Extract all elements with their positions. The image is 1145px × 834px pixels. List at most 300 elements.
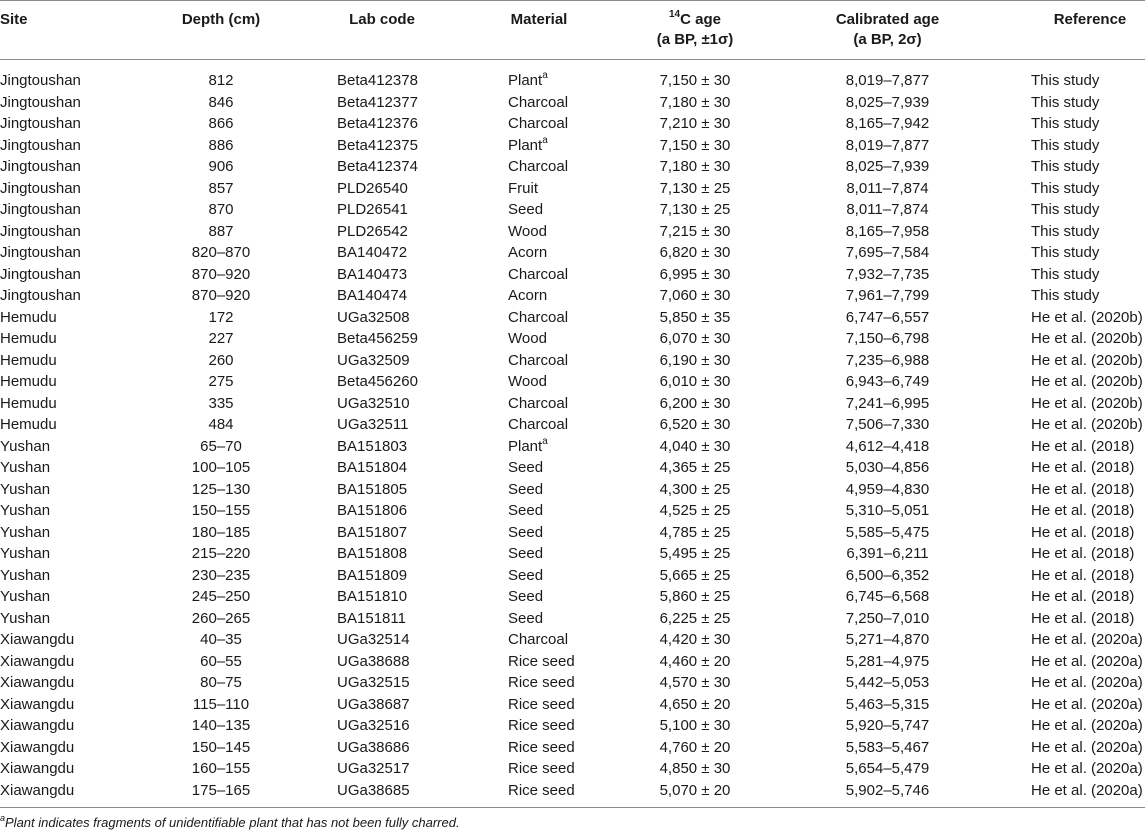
cell-calibrated-age-text: 7,961–7,799 xyxy=(845,287,930,304)
cell-reference xyxy=(1031,178,1099,200)
cell-site xyxy=(0,694,74,716)
header-lab-code: Lab code xyxy=(349,11,415,28)
cell-reference xyxy=(1031,242,1099,264)
cell-material-text: Rice seed xyxy=(508,781,575,799)
cell-material-text: Seed xyxy=(508,201,544,218)
cell-depth-text: 887 xyxy=(208,222,234,240)
cell-lab-code xyxy=(337,608,406,630)
cell-calibrated-age-text: 8,019–7,877 xyxy=(845,136,930,154)
cell-depth xyxy=(176,135,266,157)
cell-site xyxy=(0,737,74,759)
cell-c14-age-text: 6,200 ± 30 xyxy=(659,394,731,412)
cell-site-text: Jingtoushan xyxy=(0,179,81,197)
cell-calibrated-age xyxy=(815,113,960,135)
cell-material-text: Seed xyxy=(508,523,544,541)
cell-calibrated-age xyxy=(815,221,960,243)
cell-c14-age xyxy=(626,414,764,436)
cell-material xyxy=(508,350,568,372)
cell-calibrated-age xyxy=(815,479,960,501)
cell-calibrated-age xyxy=(815,543,960,565)
cell-lab-code-text: BA151803 xyxy=(337,437,408,455)
cell-c14-age xyxy=(626,307,764,329)
cell-material xyxy=(508,543,543,565)
cell-reference-text: He et al. (2020a) xyxy=(1031,631,1143,648)
table-row xyxy=(0,199,1145,221)
cell-site-text: Xiawangdu xyxy=(0,695,75,713)
cell-calibrated-age-text: 6,500–6,352 xyxy=(845,566,930,584)
cell-c14-age-text: 5,495 ± 25 xyxy=(659,545,731,562)
cell-depth-text: 886 xyxy=(208,136,234,154)
cell-reference xyxy=(1031,92,1099,114)
cell-site-text: Jingtoushan xyxy=(0,93,81,111)
cell-material xyxy=(508,135,548,157)
footnote-marker: a xyxy=(542,435,548,447)
cell-depth xyxy=(176,672,266,694)
cell-lab-code xyxy=(337,651,410,673)
cell-depth-text: 175–165 xyxy=(191,781,251,799)
cell-material-text: Plant xyxy=(508,72,543,89)
cell-material xyxy=(508,199,543,221)
cell-lab-code-text: BA151804 xyxy=(337,459,408,476)
cell-reference-text: This study xyxy=(1031,136,1100,154)
cell-site xyxy=(0,135,81,157)
cell-material-text: Charcoal xyxy=(508,115,569,132)
cell-lab-code xyxy=(337,629,410,651)
table-row xyxy=(0,350,1145,372)
cell-depth-text: 245–250 xyxy=(191,588,251,605)
cell-reference-text: He et al. (2020b) xyxy=(1031,416,1143,433)
cell-reference-text: He et al. (2018) xyxy=(1031,545,1135,562)
cell-site xyxy=(0,350,57,372)
cell-reference xyxy=(1031,715,1143,737)
cell-lab-code xyxy=(337,672,410,694)
cell-lab-code-text: UGa32511 xyxy=(337,416,409,433)
cell-reference-text: He et al. (2020a) xyxy=(1031,717,1143,734)
cell-reference xyxy=(1031,479,1134,501)
cell-reference xyxy=(1031,565,1134,587)
cell-c14-age-text: 6,190 ± 30 xyxy=(659,351,731,369)
cell-lab-code-text: BA151809 xyxy=(337,566,408,584)
cell-depth xyxy=(176,543,266,565)
cell-depth-text: 820–870 xyxy=(191,244,251,261)
cell-reference-text: He et al. (2020a) xyxy=(1031,781,1143,799)
cell-material xyxy=(508,629,568,651)
cell-calibrated-age xyxy=(815,242,960,264)
cell-depth-text: 335 xyxy=(208,394,234,412)
cell-site xyxy=(0,715,74,737)
cell-site xyxy=(0,264,81,286)
cell-reference-text: He et al. (2020a) xyxy=(1031,652,1143,670)
cell-material xyxy=(508,414,568,436)
cell-site-text: Hemudu xyxy=(0,351,57,369)
cell-calibrated-age xyxy=(815,199,960,221)
cell-site xyxy=(0,543,50,565)
header-material: Material xyxy=(510,11,568,28)
cell-depth xyxy=(176,113,266,135)
cell-site-text: Xiawangdu xyxy=(0,674,75,691)
cell-calibrated-age-text: 5,463–5,315 xyxy=(845,695,930,713)
cell-depth xyxy=(176,758,266,780)
cell-site xyxy=(0,608,50,630)
cell-site xyxy=(0,457,50,479)
cell-reference-text: He et al. (2020b) xyxy=(1031,351,1143,369)
cell-calibrated-age-text: 6,943–6,749 xyxy=(845,373,930,390)
cell-lab-code-text: UGa38687 xyxy=(337,695,410,713)
cell-lab-code xyxy=(337,479,407,501)
cell-reference xyxy=(1031,651,1143,673)
header-site: Site xyxy=(0,11,28,28)
cell-lab-code-text: UGa32509 xyxy=(337,351,410,369)
cell-lab-code xyxy=(337,457,407,479)
cell-material-text: Seed xyxy=(508,588,544,605)
cell-lab-code-text: BA151811 xyxy=(337,609,406,627)
cell-depth xyxy=(176,479,266,501)
cell-lab-code-text: BA140474 xyxy=(337,287,408,304)
table-footnote xyxy=(0,812,460,831)
cell-material-text: Rice seed xyxy=(508,760,575,777)
cell-reference-text: He et al. (2018) xyxy=(1031,480,1135,498)
cell-c14-age xyxy=(626,328,764,350)
cell-site xyxy=(0,672,74,694)
table-row xyxy=(0,694,1145,716)
cell-material xyxy=(508,758,575,780)
footnote-mark: a xyxy=(0,812,6,823)
cell-c14-age xyxy=(626,479,764,501)
cell-reference xyxy=(1031,156,1099,178)
cell-site-text: Yushan xyxy=(0,566,51,584)
header-c14-age xyxy=(626,10,764,50)
table-row xyxy=(0,92,1145,114)
cell-c14-age-text: 6,010 ± 30 xyxy=(659,373,731,390)
cell-site-text: Jingtoushan xyxy=(0,115,81,132)
cell-lab-code xyxy=(337,264,407,286)
cell-lab-code xyxy=(337,694,410,716)
cell-reference xyxy=(1031,328,1143,350)
table-row xyxy=(0,436,1145,458)
cell-c14-age xyxy=(626,565,764,587)
cell-calibrated-age-text: 5,920–5,747 xyxy=(845,717,930,734)
cell-lab-code xyxy=(337,715,410,737)
cell-reference-text: He et al. (2018) xyxy=(1031,588,1135,605)
cell-lab-code-text: PLD26542 xyxy=(337,222,408,240)
cell-depth-text: 484 xyxy=(208,416,234,433)
cell-reference-text: He et al. (2020a) xyxy=(1031,695,1143,713)
cell-material xyxy=(508,694,575,716)
cell-material-text: Charcoal xyxy=(508,351,569,369)
cell-lab-code-text: BA151810 xyxy=(337,588,408,605)
cell-site xyxy=(0,436,50,458)
cell-c14-age xyxy=(626,221,764,243)
cell-depth-text: 150–145 xyxy=(191,738,251,756)
cell-site-text: Xiawangdu xyxy=(0,652,75,670)
cell-calibrated-age-text: 8,019–7,877 xyxy=(845,72,930,89)
cell-c14-age xyxy=(626,608,764,630)
cell-material xyxy=(508,307,568,329)
cell-site-text: Hemudu xyxy=(0,330,57,347)
cell-c14-age xyxy=(626,758,764,780)
cell-reference xyxy=(1031,285,1099,307)
cell-lab-code-text: BA140472 xyxy=(337,244,408,261)
header-cal-line1: Calibrated age xyxy=(835,11,940,28)
cell-depth xyxy=(176,242,266,264)
cell-depth xyxy=(176,393,266,415)
header-c14-superscript: 14 xyxy=(669,9,681,20)
cell-c14-age-text: 4,525 ± 25 xyxy=(659,502,731,519)
cell-c14-age-text: 4,650 ± 20 xyxy=(659,695,731,713)
table-row xyxy=(0,414,1145,436)
cell-reference-text: This study xyxy=(1031,72,1100,89)
cell-material-text: Acorn xyxy=(508,287,548,304)
cell-depth-text: 140–135 xyxy=(191,717,251,734)
table-header-rule xyxy=(0,59,1145,60)
cell-calibrated-age xyxy=(815,307,960,329)
cell-reference-text: This study xyxy=(1031,179,1100,197)
cell-calibrated-age-text: 8,025–7,939 xyxy=(845,93,930,111)
cell-calibrated-age-text: 7,235–6,988 xyxy=(845,351,930,369)
cell-calibrated-age-text: 7,506–7,330 xyxy=(845,416,930,433)
cell-c14-age xyxy=(626,500,764,522)
cell-calibrated-age xyxy=(815,758,960,780)
cell-material-text: Wood xyxy=(508,330,547,347)
cell-lab-code xyxy=(337,156,418,178)
cell-c14-age-text: 7,130 ± 25 xyxy=(659,201,731,218)
cell-calibrated-age xyxy=(815,522,960,544)
cell-calibrated-age xyxy=(815,629,960,651)
cell-site xyxy=(0,393,57,415)
cell-reference xyxy=(1031,70,1099,92)
table-row xyxy=(0,135,1145,157)
cell-material-text: Acorn xyxy=(508,244,548,261)
cell-material xyxy=(508,436,548,458)
cell-depth-text: 160–155 xyxy=(191,760,251,777)
cell-site-text: Yushan xyxy=(0,545,51,562)
cell-c14-age xyxy=(626,694,764,716)
cell-calibrated-age xyxy=(815,651,960,673)
cell-lab-code-text: Beta412374 xyxy=(337,158,418,175)
cell-lab-code-text: BA140473 xyxy=(337,265,408,283)
cell-c14-age xyxy=(626,350,764,372)
cell-site-text: Hemudu xyxy=(0,373,57,390)
table-row xyxy=(0,758,1145,780)
cell-calibrated-age xyxy=(815,393,960,415)
table-row xyxy=(0,242,1145,264)
cell-c14-age-text: 7,180 ± 30 xyxy=(659,93,731,111)
cell-lab-code-text: BA151806 xyxy=(337,502,408,519)
cell-lab-code-text: BA151808 xyxy=(337,545,408,562)
cell-c14-age-text: 5,665 ± 25 xyxy=(659,566,731,584)
cell-reference-text: He et al. (2018) xyxy=(1031,437,1135,455)
cell-depth-text: 870–920 xyxy=(191,287,251,304)
cell-material-text: Charcoal xyxy=(508,158,569,175)
cell-reference xyxy=(1031,586,1134,608)
cell-c14-age xyxy=(626,651,764,673)
cell-calibrated-age-text: 7,150–6,798 xyxy=(845,330,930,347)
cell-c14-age-text: 4,570 ± 30 xyxy=(659,674,731,691)
cell-depth xyxy=(176,436,266,458)
cell-c14-age-text: 4,420 ± 30 xyxy=(659,631,731,648)
cell-site xyxy=(0,113,81,135)
cell-lab-code-text: Beta456260 xyxy=(337,373,418,390)
cell-reference xyxy=(1031,608,1134,630)
cell-material-text: Seed xyxy=(508,566,544,584)
table-row xyxy=(0,522,1145,544)
cell-site-text: Jingtoushan xyxy=(0,72,81,89)
cell-reference-text: He et al. (2018) xyxy=(1031,566,1135,584)
cell-calibrated-age xyxy=(815,715,960,737)
cell-calibrated-age-text: 4,612–4,418 xyxy=(845,437,930,455)
cell-lab-code xyxy=(337,414,408,436)
cell-c14-age xyxy=(626,285,764,307)
cell-lab-code-text: Beta412376 xyxy=(337,115,418,132)
cell-depth xyxy=(176,629,266,651)
cell-calibrated-age xyxy=(815,436,960,458)
cell-reference-text: He et al. (2018) xyxy=(1031,502,1135,519)
cell-depth xyxy=(176,328,266,350)
cell-c14-age xyxy=(626,737,764,759)
cell-depth-text: 812 xyxy=(208,72,234,89)
cell-lab-code xyxy=(337,178,408,200)
cell-material-text: Seed xyxy=(508,609,544,627)
cell-lab-code-text: UGa32510 xyxy=(337,394,410,412)
header-calibrated-age xyxy=(815,10,960,50)
cell-c14-age xyxy=(626,156,764,178)
cell-lab-code-text: Beta456259 xyxy=(337,330,418,347)
cell-depth xyxy=(176,414,266,436)
cell-site-text: Jingtoushan xyxy=(0,222,81,240)
cell-c14-age-text: 6,225 ± 25 xyxy=(659,609,731,627)
cell-material xyxy=(508,672,575,694)
cell-calibrated-age xyxy=(815,92,960,114)
table-row xyxy=(0,178,1145,200)
cell-site-text: Yushan xyxy=(0,437,51,455)
cell-depth-text: 60–55 xyxy=(200,652,242,670)
cell-calibrated-age xyxy=(815,737,960,759)
cell-material-text: Wood xyxy=(508,373,547,390)
cell-material-text: Fruit xyxy=(508,179,538,197)
cell-site-text: Xiawangdu xyxy=(0,717,75,734)
cell-c14-age-text: 6,070 ± 30 xyxy=(659,330,731,347)
table-row xyxy=(0,328,1145,350)
table-row xyxy=(0,307,1145,329)
cell-material xyxy=(508,285,547,307)
cell-calibrated-age-text: 8,025–7,939 xyxy=(845,158,930,175)
cell-c14-age-text: 4,300 ± 25 xyxy=(659,480,731,498)
cell-calibrated-age-text: 5,583–5,467 xyxy=(845,738,930,756)
table-row xyxy=(0,264,1145,286)
cell-c14-age-text: 4,040 ± 30 xyxy=(659,437,731,455)
cell-depth xyxy=(176,565,266,587)
cell-reference xyxy=(1031,221,1099,243)
cell-depth-text: 906 xyxy=(208,158,234,175)
cell-c14-age xyxy=(626,135,764,157)
cell-c14-age-text: 6,520 ± 30 xyxy=(659,416,731,433)
cell-site-text: Hemudu xyxy=(0,394,57,412)
cell-calibrated-age xyxy=(815,70,960,92)
cell-lab-code xyxy=(337,758,410,780)
cell-site xyxy=(0,479,50,501)
cell-depth xyxy=(176,608,266,630)
cell-c14-age-text: 5,850 ± 35 xyxy=(659,308,731,326)
cell-material xyxy=(508,457,543,479)
cell-depth xyxy=(176,350,266,372)
cell-lab-code xyxy=(337,199,408,221)
cell-site-text: Yushan xyxy=(0,523,51,541)
cell-material-text: Seed xyxy=(508,502,544,519)
cell-material xyxy=(508,780,575,802)
cell-calibrated-age-text: 8,011–7,874 xyxy=(846,179,929,197)
cell-depth xyxy=(176,586,266,608)
cell-material-text: Rice seed xyxy=(508,674,575,691)
table-body xyxy=(0,70,1145,801)
cell-lab-code xyxy=(337,113,418,135)
cell-reference xyxy=(1031,780,1143,802)
cell-reference xyxy=(1031,758,1143,780)
cell-c14-age xyxy=(626,113,764,135)
cell-c14-age xyxy=(626,780,764,802)
cell-reference-text: This study xyxy=(1031,287,1100,304)
cell-material-text: Rice seed xyxy=(508,652,575,670)
cell-calibrated-age-text: 6,745–6,568 xyxy=(845,588,930,605)
cell-material-text: Seed xyxy=(508,480,544,498)
cell-reference-text: This study xyxy=(1031,265,1100,283)
cell-site xyxy=(0,285,81,307)
cell-depth xyxy=(176,780,266,802)
cell-c14-age-text: 4,365 ± 25 xyxy=(659,459,731,476)
cell-c14-age xyxy=(626,199,764,221)
table-row xyxy=(0,608,1145,630)
cell-depth-text: 180–185 xyxy=(191,523,251,541)
cell-reference xyxy=(1031,135,1099,157)
cell-site-text: Yushan xyxy=(0,459,51,476)
cell-calibrated-age-text: 5,310–5,051 xyxy=(845,502,930,519)
cell-material-text: Charcoal xyxy=(508,265,569,283)
header-depth: Depth (cm) xyxy=(181,11,261,28)
cell-calibrated-age xyxy=(815,371,960,393)
cell-material-text: Rice seed xyxy=(508,738,575,756)
cell-reference xyxy=(1031,737,1143,759)
cell-lab-code xyxy=(337,500,407,522)
cell-site xyxy=(0,178,81,200)
cell-lab-code xyxy=(337,543,407,565)
cell-reference-text: This study xyxy=(1031,93,1100,111)
cell-c14-age-text: 7,215 ± 30 xyxy=(659,222,731,240)
cell-c14-age xyxy=(626,586,764,608)
table-row xyxy=(0,780,1145,802)
cell-lab-code xyxy=(337,371,418,393)
cell-depth-text: 870–920 xyxy=(191,265,251,283)
cell-reference xyxy=(1031,414,1143,436)
cell-site xyxy=(0,414,57,436)
cell-site xyxy=(0,328,57,350)
footnote-text: Plant indicates fragments of unidentifiable plant that has not been fully charred. xyxy=(5,815,460,830)
cell-lab-code-text: UGa32515 xyxy=(337,674,410,691)
table-row xyxy=(0,457,1145,479)
cell-lab-code-text: PLD26541 xyxy=(337,201,408,218)
cell-calibrated-age xyxy=(815,178,960,200)
cell-c14-age xyxy=(626,242,764,264)
cell-reference-text: He et al. (2020a) xyxy=(1031,738,1143,756)
cell-site-text: Hemudu xyxy=(0,416,57,433)
table-row xyxy=(0,221,1145,243)
cell-reference xyxy=(1031,500,1134,522)
cell-site xyxy=(0,758,74,780)
cell-site-text: Jingtoushan xyxy=(0,287,81,304)
cell-depth-text: 227 xyxy=(208,330,234,347)
cell-depth-text: 40–35 xyxy=(200,631,242,648)
cell-depth xyxy=(176,221,266,243)
cell-depth-text: 866 xyxy=(208,115,234,132)
cell-site xyxy=(0,199,81,221)
